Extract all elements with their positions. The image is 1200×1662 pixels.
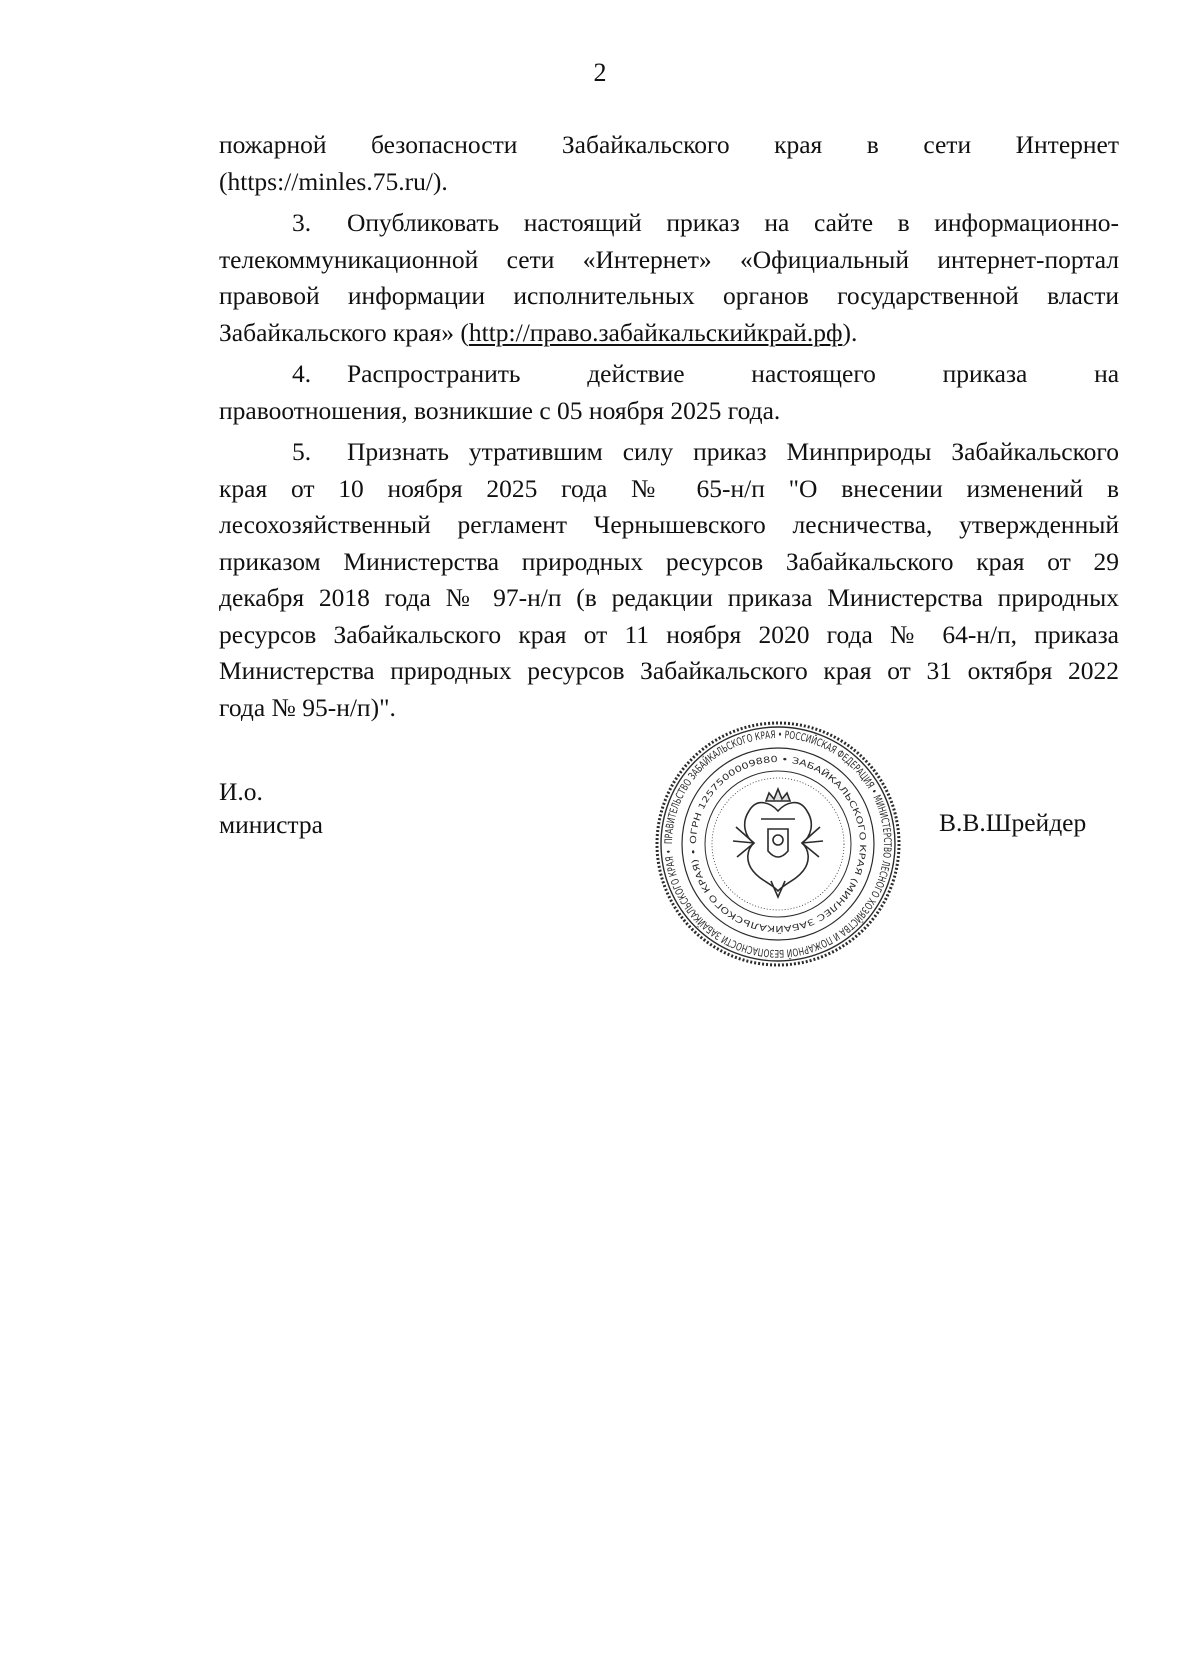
- word: края: [774, 130, 823, 159]
- paragraph-3-line-2: телекоммуникационной сети «Интернет» «Официальный интернет-портал: [219, 244, 1119, 274]
- signatory-title-line-1: И.о.: [219, 777, 263, 806]
- paragraph-3-number: 3.: [292, 208, 312, 237]
- word: в: [866, 130, 879, 159]
- coat-of-arms-icon: [733, 789, 823, 897]
- word: безопасности: [371, 130, 518, 159]
- word: на: [764, 208, 790, 237]
- paragraph-2-tail-line-2: (https://minles.75.ru/).: [219, 166, 448, 196]
- paragraph-5-line-3: лесохозяйственный регламент Чернышевского лесничества, утвержденный: [219, 510, 1119, 539]
- word: Распространить: [347, 359, 521, 388]
- paragraph-5-number: 5.: [292, 437, 312, 466]
- paragraph-5-line-5: декабря 2018 года № 97-н/п (в редакции приказа Министерства природных: [219, 583, 1119, 612]
- word: настоящего: [751, 359, 876, 388]
- word: сети: [923, 130, 972, 159]
- page-number: 2: [593, 58, 607, 87]
- document-body: [219, 127, 1119, 726]
- word: на: [1094, 359, 1120, 388]
- seal-outer-text: ПРАВИТЕЛЬСТВО ЗАБАЙКАЛЬСКОГО КРАЯ • РОССИЙСКАЯ ФЕДЕРАЦИЯ • МИНИСТЕРСТВО ЛЕСНОГО ХОЗЯЙСТВА И ПОЖАРНОЙ БЕЗОПАСНОСТИ ЗАБАЙКАЛЬСКОГО КРАЯ •: [662, 728, 894, 960]
- paragraph-5-line-7: Министерства природных ресурсов Забайкальского края от 31 октября 2022: [219, 656, 1119, 685]
- word: в: [897, 208, 910, 237]
- word: пожарной: [219, 130, 327, 159]
- paragraph-4-line-2: правоотношения, возникшие с 05 ноября 2025 года.: [219, 395, 781, 425]
- seal-inner-text: ОГРН 1257500009880 • ЗАБАЙКАЛЬСКОГО КРАЯ (МИНЛЕС ЗАБАЙКАЛЬСКОГО КРАЯ) •: [688, 754, 868, 934]
- word: Интернет: [1015, 130, 1120, 159]
- paragraph-5-line-4: приказом Министерства природных ресурсов Забайкальского края от 29: [219, 546, 1119, 576]
- portal-link[interactable]: http://право.забайкальскийкрай.рф: [468, 317, 843, 347]
- paragraph-3-line-4-text: Забайкальского края» (: [219, 317, 469, 347]
- word: информационно-: [934, 208, 1120, 237]
- paragraph-3-line-4-end: ).: [842, 317, 858, 347]
- paragraph-5-line-6: ресурсов Забайкальского края от 11 ноября 2020 года № 64-н/п, приказа: [219, 619, 1119, 649]
- paragraph-5-line-1-text: Признать утратившим силу приказ Минприроды Забайкальского: [347, 437, 1119, 466]
- signatory-title-line-2: министра: [219, 810, 323, 839]
- word: приказ: [666, 208, 740, 237]
- word: Опубликовать: [347, 208, 500, 237]
- paragraph-5-line-8: года № 95-н/п)".: [219, 692, 396, 722]
- paragraph-4-line-1: [219, 356, 1119, 393]
- paragraph-3-line-1: [219, 205, 1119, 242]
- paragraph-2-tail-line-1: [219, 127, 1119, 164]
- paragraph-5-line-1: [219, 434, 1119, 471]
- paragraph-3-line-4: [219, 315, 1119, 352]
- word: действие: [587, 359, 685, 388]
- word: сайте: [813, 208, 874, 237]
- signatory-name: В.В.Шрейдер: [939, 808, 1087, 837]
- paragraph-3-line-3: правовой информации исполнительных органов государственной власти: [219, 281, 1119, 310]
- paragraph-5-line-2: края от 10 ноября 2025 года № 65-н/п "О внесении изменений в: [219, 473, 1119, 503]
- paragraph-4-number: 4.: [292, 359, 312, 388]
- word: настоящий: [523, 208, 642, 237]
- word: Забайкальского: [561, 130, 730, 159]
- official-seal: [653, 719, 903, 969]
- word: приказа: [942, 359, 1028, 388]
- signatory-title: [219, 775, 323, 841]
